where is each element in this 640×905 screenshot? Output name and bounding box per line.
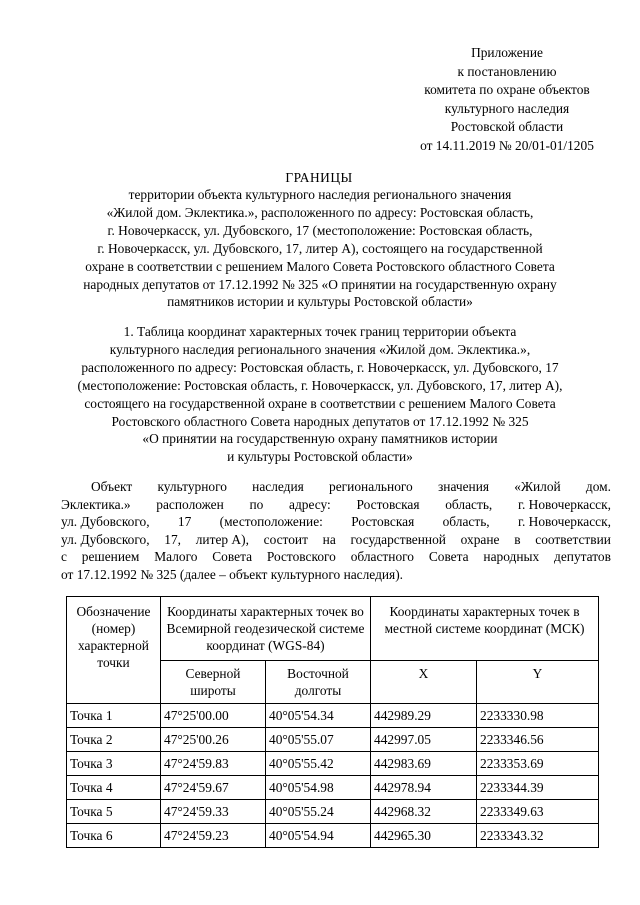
paragraph-word: Эклектика.» bbox=[61, 496, 131, 512]
heading-line: «Жилой дом. Эклектика.», расположенного по адресу: Ростовская область, bbox=[106, 204, 534, 220]
cell-point: Точка 3 bbox=[67, 752, 161, 776]
cell-lon: 40°05'55.24 bbox=[266, 800, 371, 824]
heading-line: территории объекта культурного наследия регионального значения bbox=[128, 187, 512, 202]
paragraph-word: 17 bbox=[177, 514, 192, 530]
cell-x: 442978.94 bbox=[371, 776, 477, 800]
header-wgs: Координаты характерных точек во Всемирной геодезической системе координат (WGS-84) bbox=[161, 597, 371, 661]
heading-line: г. Новочеркасск, ул. Дубовского, 17 (местоположение: Ростовская область, bbox=[107, 222, 533, 238]
paragraph-word: наследия bbox=[252, 479, 304, 494]
paragraph-word: 17, bbox=[164, 531, 182, 547]
cell-x: 442989.29 bbox=[371, 704, 477, 728]
paragraph-line bbox=[61, 566, 611, 584]
section-line: «О принятии на государственную охрану памятников истории bbox=[142, 431, 498, 447]
paragraph-line bbox=[61, 496, 611, 514]
cell-x: 442965.30 bbox=[371, 824, 477, 848]
paragraph-word: с bbox=[61, 549, 67, 565]
paragraph-word: народных bbox=[483, 549, 540, 565]
cell-x: 442983.69 bbox=[371, 752, 477, 776]
appendix-block bbox=[382, 44, 632, 156]
paragraph-word: ул. Дубовского, bbox=[61, 531, 150, 547]
paragraph-word: значения bbox=[438, 479, 490, 494]
paragraph-word: государственной bbox=[350, 531, 446, 547]
appendix-line: культурного наследия bbox=[444, 100, 570, 116]
table-row bbox=[67, 800, 599, 824]
paragraph-line bbox=[61, 513, 611, 531]
paragraph-word: на bbox=[322, 531, 336, 547]
paragraph-word: в bbox=[514, 531, 521, 547]
cell-y: 2233330.98 bbox=[477, 704, 599, 728]
paragraph-word: (местоположение: bbox=[219, 514, 323, 530]
document-title: ГРАНИЦЫ bbox=[285, 170, 353, 185]
cell-y: 2233346.56 bbox=[477, 728, 599, 752]
paragraph-word: Малого bbox=[154, 549, 198, 565]
appendix-line: комитета по охране объектов bbox=[424, 82, 590, 98]
paragraph-line bbox=[61, 548, 611, 566]
heading-line: г. Новочеркасск, ул. Дубовского, 17, литер А), состоящего на государственной bbox=[97, 240, 543, 256]
paragraph-word: областного bbox=[350, 549, 414, 565]
section-line: 1. Таблица координат характерных точек границ территории объекта bbox=[123, 324, 517, 339]
heading-line: народных депутатов от 17.12.1992 № 325 «О принятии на государственную охрану bbox=[83, 276, 557, 292]
paragraph-word: дом. bbox=[585, 479, 611, 494]
section-line: Ростовского областного Совета народных депутатов от 17.12.1992 № 325 bbox=[111, 413, 529, 429]
table-header-row bbox=[67, 597, 599, 661]
header-north: Северной широты bbox=[161, 661, 266, 704]
section-line: состоящего на государственной охране в соответствии с решением Малого Совета bbox=[84, 395, 556, 411]
body-paragraph bbox=[61, 478, 611, 584]
paragraph-word: расположен bbox=[156, 496, 224, 512]
paragraph-word: охране bbox=[460, 531, 500, 547]
section-line: культурного наследия регионального значения «Жилой дом. Эклектика.», bbox=[109, 341, 531, 357]
paragraph-word: решением bbox=[81, 549, 140, 565]
cell-point: Точка 6 bbox=[67, 824, 161, 848]
cell-x: 442968.32 bbox=[371, 800, 477, 824]
cell-y: 2233344.39 bbox=[477, 776, 599, 800]
appendix-line: к постановлению bbox=[457, 63, 557, 79]
appendix-line: от 14.11.2019 № 20/01-01/1205 bbox=[420, 137, 594, 153]
paragraph-word: Совета bbox=[428, 549, 469, 565]
section-line: (местоположение: Ростовская область, г. Новочеркасск, ул. Дубовского, 17, литер А), bbox=[77, 377, 563, 393]
paragraph-word: Ростовская bbox=[351, 514, 415, 530]
paragraph-line bbox=[61, 478, 611, 496]
table-row bbox=[67, 752, 599, 776]
paragraph-word: адресу: bbox=[289, 496, 331, 512]
cell-lat: 47°24'59.67 bbox=[161, 776, 266, 800]
paragraph-word: ул. Дубовского, bbox=[61, 514, 150, 530]
cell-y: 2233343.32 bbox=[477, 824, 599, 848]
cell-lat: 47°24'59.83 bbox=[161, 752, 266, 776]
document-heading bbox=[60, 186, 580, 311]
paragraph-word: область, bbox=[442, 514, 490, 530]
appendix-line: Ростовской области bbox=[450, 119, 564, 135]
cell-x: 442997.05 bbox=[371, 728, 477, 752]
coordinates-table bbox=[66, 596, 599, 848]
paragraph-line bbox=[61, 531, 611, 549]
cell-y: 2233353.69 bbox=[477, 752, 599, 776]
paragraph-word: литер А), bbox=[195, 531, 249, 547]
appendix-line: Приложение bbox=[471, 45, 543, 60]
section-line: расположенного по адресу: Ростовская область, г. Новочеркасск, ул. Дубовского, 17 bbox=[81, 359, 559, 375]
paragraph-word: регионального bbox=[329, 479, 413, 494]
cell-lat: 47°24'59.23 bbox=[161, 824, 266, 848]
cell-lat: 47°25'00.26 bbox=[161, 728, 266, 752]
cell-lon: 40°05'54.98 bbox=[266, 776, 371, 800]
heading-line: охране в соответствии с решением Малого Совета Ростовского областного Совета bbox=[85, 258, 555, 274]
paragraph-word: депутатов bbox=[554, 549, 611, 565]
paragraph-word: Ростовского bbox=[266, 549, 336, 565]
paragraph-word: от 17.12.1992 № 325 (далее – объект культурного наследия). bbox=[61, 566, 404, 582]
cell-point: Точка 2 bbox=[67, 728, 161, 752]
paragraph-word: культурного bbox=[157, 479, 227, 494]
table-row bbox=[67, 824, 599, 848]
cell-y: 2233349.63 bbox=[477, 800, 599, 824]
cell-point: Точка 4 bbox=[67, 776, 161, 800]
cell-lon: 40°05'55.07 bbox=[266, 728, 371, 752]
table-body bbox=[67, 704, 599, 848]
paragraph-word: область, bbox=[445, 496, 493, 512]
header-x: X bbox=[371, 661, 477, 704]
cell-point: Точка 5 bbox=[67, 800, 161, 824]
cell-lat: 47°24'59.33 bbox=[161, 800, 266, 824]
heading-line: памятников истории и культуры Ростовской области» bbox=[167, 294, 473, 310]
cell-lat: 47°25'00.00 bbox=[161, 704, 266, 728]
paragraph-word: «Жилой bbox=[514, 479, 561, 494]
paragraph-word: г. Новочеркасск, bbox=[517, 496, 611, 512]
paragraph-word: г. Новочеркасск, bbox=[518, 514, 611, 530]
paragraph-word: состоит bbox=[263, 531, 308, 547]
paragraph-word: по bbox=[249, 496, 264, 512]
paragraph-word: Объект bbox=[91, 479, 133, 494]
header-east: Восточной долготы bbox=[266, 661, 371, 704]
header-y: Y bbox=[477, 661, 599, 704]
section-line: и культуры Ростовской области» bbox=[227, 449, 413, 465]
paragraph-word: Совета bbox=[212, 549, 253, 565]
paragraph-word: соответствии bbox=[535, 531, 611, 547]
table-row bbox=[67, 776, 599, 800]
header-designation: Обозначение (номер) характерной точки bbox=[67, 597, 161, 704]
table-row bbox=[67, 704, 599, 728]
cell-lon: 40°05'55.42 bbox=[266, 752, 371, 776]
cell-point: Точка 1 bbox=[67, 704, 161, 728]
paragraph-word: Ростовская bbox=[356, 496, 420, 512]
section-heading bbox=[60, 323, 580, 466]
table-row bbox=[67, 728, 599, 752]
cell-lon: 40°05'54.34 bbox=[266, 704, 371, 728]
header-msk: Координаты характерных точек в местной системе координат (МСК) bbox=[371, 597, 599, 661]
cell-lon: 40°05'54.94 bbox=[266, 824, 371, 848]
